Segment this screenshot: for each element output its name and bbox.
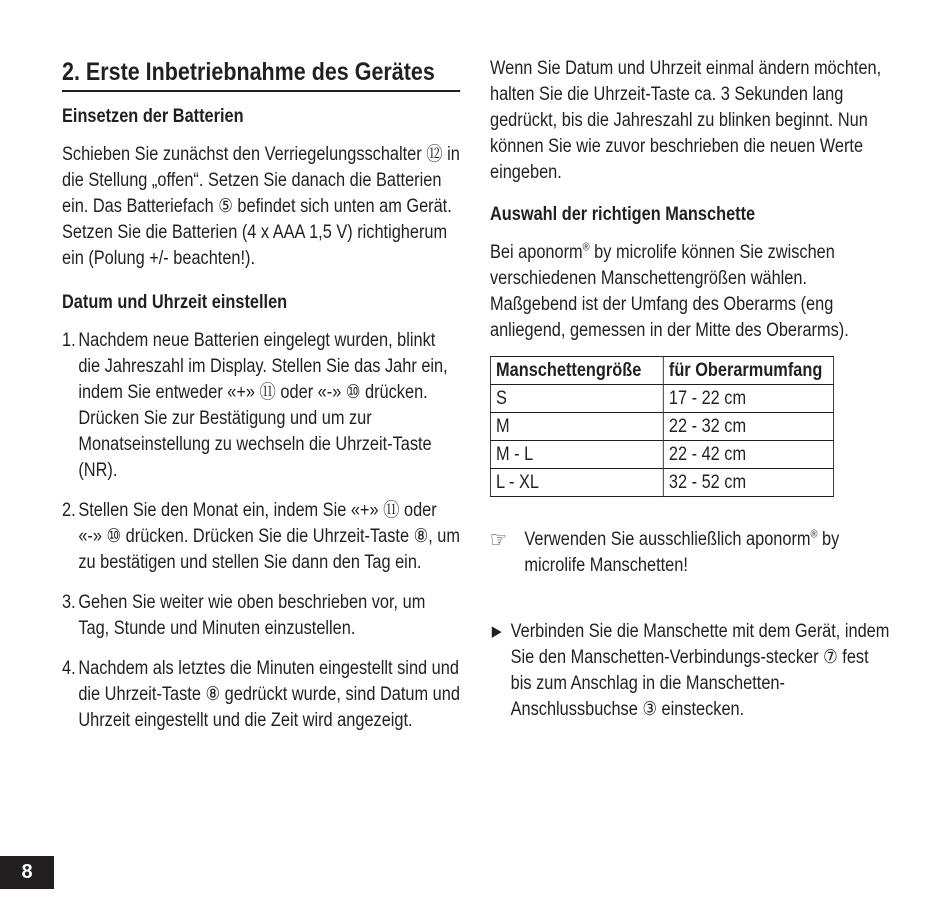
table-cell: 17 - 22 cm (663, 385, 833, 413)
table-row (490, 469, 833, 497)
cuff-note: ☞ Verwenden Sie ausschließlich aponorm® by microlife Manschetten! (490, 527, 840, 576)
table-row (490, 441, 833, 469)
step-item: 1. Nachdem neue Batterien eingelegt wurden, blinkt die Jahreszahl im Display. Stellen Sie das Jahr ein, indem Sie entweder «+» ⑪ oder «-» ⑩ drücken. Drücken Sie zur Bestätigung und um zur Monatseinstellung zu wechseln die Uhrzeit-Taste (NR). (62, 330, 448, 481)
table-header-row (490, 357, 833, 385)
cuff-size-table (490, 356, 834, 497)
section-heading-date-time: Datum und Uhrzeit einstellen (62, 292, 288, 313)
step-item: 3. Gehen Sie weiter wie oben beschrieben vor, um Tag, Stunde und Minuten einzustellen. (62, 592, 426, 639)
table-header-cell: für Oberarmumfang (663, 357, 833, 385)
date-change-paragraph: Wenn Sie Datum und Uhrzeit einmal ändern möchten, halten Sie die Uhrzeit-Taste ca. 3 Sekunden lang gedrückt, bis die Jahreszahl zu blinken beginnt. Nun können Sie wie zuvor beschrieben die neuen Werte eingeben. (490, 58, 882, 183)
pointing-hand-icon: ☞ (490, 527, 507, 552)
page-number: 8 (0, 856, 54, 889)
table-cell: 22 - 32 cm (663, 413, 833, 441)
page-title: 2. Erste Inbetriebnahme des Gerätes (62, 56, 460, 92)
registered-mark: ® (582, 241, 590, 254)
table-row (490, 385, 833, 413)
table-cell: M (490, 413, 663, 441)
step-item: 2. Stellen Sie den Monat ein, indem Sie «+» ⑪ oder «-» ⑩ drücken. Drücken Sie die Uhrzeit-Taste ⑧, um zu bestätigen und stellen Sie dann den Tag ein. (62, 500, 461, 573)
table-header-cell: Manschettengröße (490, 357, 663, 385)
section-heading-batteries: Einsetzen der Batterien (62, 106, 244, 127)
table-cell: 22 - 42 cm (663, 441, 833, 469)
right-column (490, 56, 890, 723)
table-cell: L - XL (490, 469, 663, 497)
table-cell: 32 - 52 cm (663, 469, 833, 497)
section-heading-cuff: Auswahl der richtigen Manschette (490, 204, 756, 225)
cuff-paragraph: Bei aponorm® by microlife können Sie zwischen verschiedenen Manschettengrößen wählen. Maßgebend ist der Umfang des Oberarms (eng anliegend, gemessen in der Mitte des Oberarms). (490, 241, 849, 341)
table-cell: S (490, 385, 663, 413)
table-cell: M - L (490, 441, 663, 469)
triangle-bullet-icon: ▶ (491, 623, 502, 640)
left-column (62, 56, 460, 748)
date-time-steps (62, 328, 460, 734)
step-item: 4. Nachdem als letztes die Minuten eingestellt sind und die Uhrzeit-Taste ⑧ gedrückt wurde, sind Datum und Uhrzeit eingestellt und die Zeit wird angezeigt. (62, 658, 460, 731)
connect-cuff-instruction: ▶ Verbinden Sie die Manschette mit dem Gerät, indem Sie den Manschetten-Verbindungs-stecker ⑦ fest bis zum Anschlag in die Manschetten-Anschlussbuchse ③ einstecken. (491, 621, 890, 720)
batteries-paragraph: Schieben Sie zunächst den Verriegelungsschalter ⑫ in die Stellung „offen“. Setzen Sie danach die Batterien ein. Das Batteriefach ⑤ befindet sich unten am Gerät. Setzen Sie die Batterien (4 x AAA 1,5 V) richtigherum ein (Polung +/- beachten!). (62, 144, 460, 269)
registered-mark: ® (810, 528, 818, 541)
table-row (490, 413, 833, 441)
